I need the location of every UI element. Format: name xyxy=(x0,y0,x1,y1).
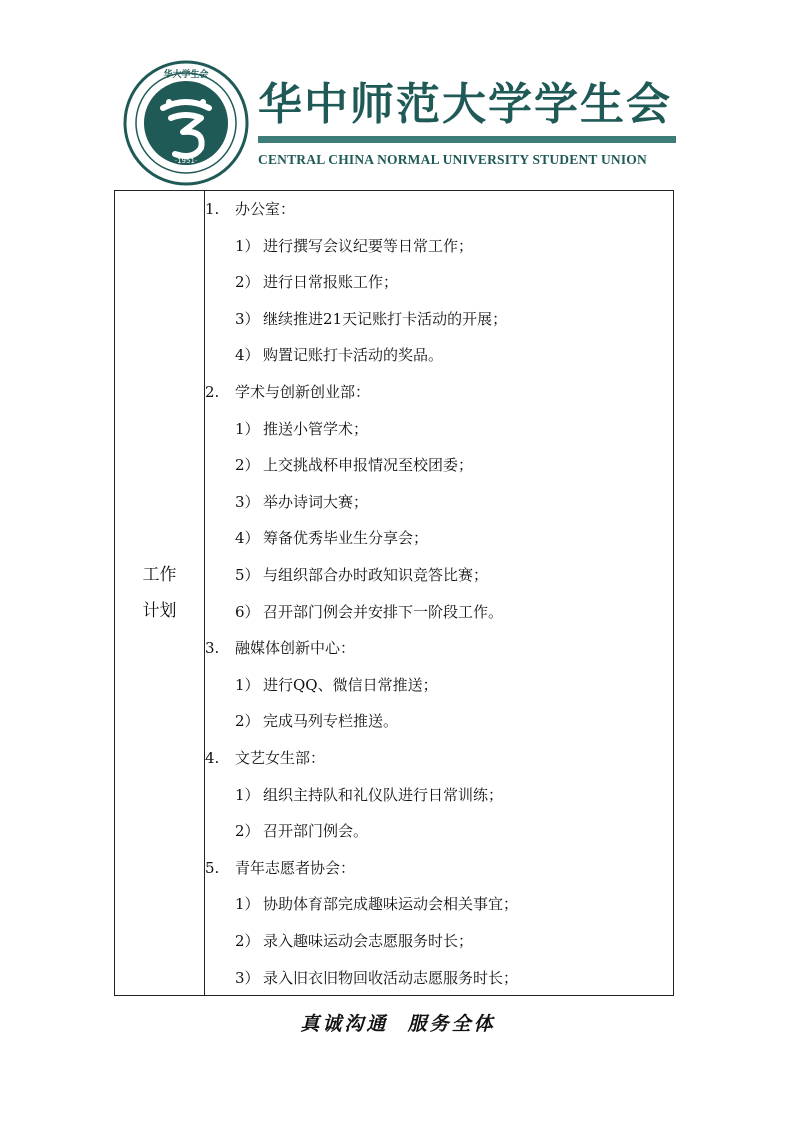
item-number: 4） xyxy=(235,529,260,548)
item-number: 1） xyxy=(235,895,260,914)
item-text: 进行QQ、微信日常推送； xyxy=(263,675,438,694)
item-number: 1） xyxy=(235,419,260,438)
item-number: 6） xyxy=(235,602,260,621)
section-number: 3. xyxy=(205,639,220,658)
item-text: 录入趣味运动会志愿服务时长； xyxy=(263,932,474,950)
section-title: 办公室： xyxy=(235,200,296,218)
letterhead xyxy=(0,0,796,190)
seal-year: ·1951· xyxy=(174,157,198,165)
item-number: 3） xyxy=(235,309,260,328)
item-number: 2） xyxy=(235,822,260,841)
item-text: 组织主持队和礼仪队进行日常训练； xyxy=(263,785,504,804)
item-text: 与组织部合办时政知识竞答比赛； xyxy=(263,566,489,584)
section-number: 5. xyxy=(205,858,220,877)
section-title: 学术与创新创业部： xyxy=(235,383,371,401)
item-text: 购置记账打卡活动的奖品。 xyxy=(263,346,444,365)
item-text: 推送小管学术； xyxy=(263,419,369,438)
item-text: 召开部门例会并安排下一阶段工作。 xyxy=(263,602,504,621)
item-number: 4） xyxy=(235,346,260,365)
item-number: 1） xyxy=(235,675,260,694)
section-number: 4. xyxy=(205,749,220,767)
item-text: 进行日常报账工作； xyxy=(263,273,399,292)
item-number: 3） xyxy=(235,968,260,987)
item-number: 2） xyxy=(235,273,260,292)
item-number: 2） xyxy=(235,932,260,950)
section-title: 融媒体创新中心： xyxy=(235,639,356,658)
section-number: 1. xyxy=(205,200,220,218)
title-divider-bar xyxy=(258,136,676,143)
row-label-line1: 工作 xyxy=(142,565,177,585)
item-text: 完成马列专栏推送。 xyxy=(263,712,399,731)
row-label-cell xyxy=(115,191,204,995)
item-number: 1） xyxy=(235,785,260,804)
union-name-english: CENTRAL CHINA NORMAL UNIVERSITY STUDENT UNION xyxy=(258,152,647,167)
item-number: 5） xyxy=(235,566,260,584)
item-number: 2） xyxy=(235,456,260,475)
footer-slogan: 真诚沟通 服务全体 xyxy=(300,1013,496,1035)
item-text: 继续推进21天记账打卡活动的开展； xyxy=(263,309,508,328)
item-number: 2） xyxy=(235,712,260,731)
row-label-line2: 计划 xyxy=(142,601,177,621)
item-number: 3） xyxy=(235,492,260,511)
item-text: 筹备优秀毕业生分享会； xyxy=(263,529,429,548)
item-text: 召开部门例会。 xyxy=(263,822,369,841)
union-name-chinese: 华中师范大学学生会 xyxy=(258,79,672,130)
section-title: 文艺女生部： xyxy=(235,749,326,767)
item-text: 举办诗词大赛； xyxy=(263,492,369,511)
work-plan-table xyxy=(114,190,674,996)
item-text: 上交挑战杯申报情况至校团委； xyxy=(263,456,474,475)
university-seal-logo xyxy=(123,60,249,186)
section-title: 青年志愿者协会： xyxy=(235,858,356,877)
section-number: 2. xyxy=(205,383,220,401)
item-text: 协助体育部完成趣味运动会相关事宜； xyxy=(263,895,519,914)
seal-top-text: 华大学生会 xyxy=(163,70,209,80)
item-number: 1） xyxy=(235,236,260,255)
item-text: 进行撰写会议纪要等日常工作； xyxy=(263,236,474,255)
item-text: 录入旧衣旧物回收活动志愿服务时长； xyxy=(263,968,519,987)
